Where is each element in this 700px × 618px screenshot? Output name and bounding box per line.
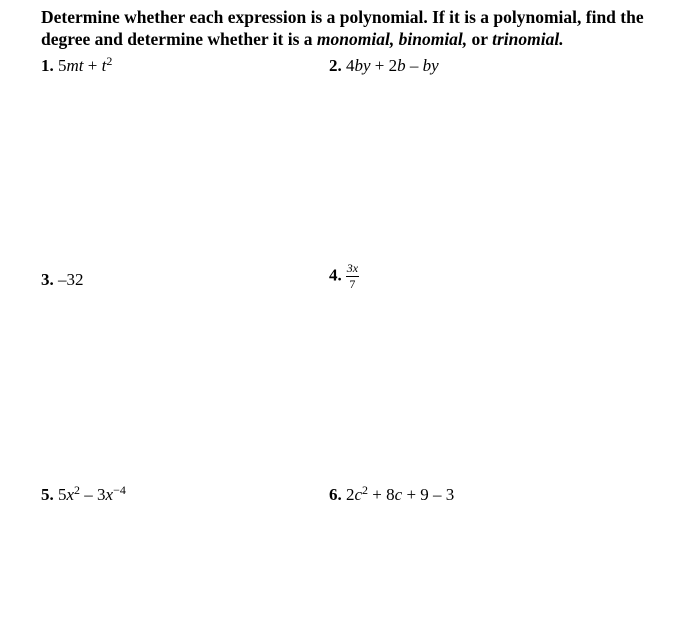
fraction	[346, 262, 359, 291]
problem-number: 1.	[41, 56, 54, 75]
expression	[58, 485, 126, 504]
var: by	[354, 56, 371, 75]
var: x	[105, 485, 114, 504]
problem-1	[41, 55, 112, 77]
exponent: 2	[362, 483, 369, 497]
coef: 5	[58, 485, 67, 504]
problem-number: 5.	[41, 485, 54, 504]
term-monomial: monomial,	[316, 29, 395, 49]
problem-5	[41, 484, 126, 506]
expression: –32	[58, 270, 84, 289]
op: – 3	[80, 485, 106, 504]
expression	[58, 56, 112, 75]
problem-number: 6.	[329, 485, 342, 504]
exponent: 2	[106, 54, 113, 68]
problem-4	[329, 262, 359, 291]
var: t	[101, 56, 107, 75]
instructions-text: Determine whether each expression is a polynomial. If it is a polynomial, find the degree and determine whether it is a	[41, 7, 644, 49]
exponent: 2	[74, 483, 81, 497]
op: + 8	[368, 485, 395, 504]
coef: 5	[58, 56, 67, 75]
expression	[346, 485, 454, 504]
exponent: −4	[113, 483, 126, 497]
problem-2	[329, 55, 439, 77]
fraction-denominator: 7	[349, 277, 356, 291]
problem-number: 4.	[329, 265, 342, 285]
problem-number: 2.	[329, 56, 342, 75]
var: by	[422, 56, 439, 75]
coef: 2	[346, 485, 355, 504]
var: mt	[66, 56, 84, 75]
problem-3	[41, 269, 84, 291]
problem-6	[329, 484, 454, 506]
var: c	[394, 485, 403, 504]
var: b	[397, 56, 406, 75]
or-text: or	[467, 29, 493, 49]
expression	[346, 56, 439, 75]
var: x	[66, 485, 75, 504]
problem-number: 3.	[41, 270, 54, 289]
instructions	[41, 6, 661, 50]
var: c	[354, 485, 363, 504]
op: –	[405, 56, 423, 75]
op: + 9 – 3	[402, 485, 455, 504]
coef: 4	[346, 56, 355, 75]
term-trinomial: trinomial.	[492, 29, 564, 49]
op: +	[83, 56, 102, 75]
term-binomial: binomial,	[398, 29, 468, 49]
op: + 2	[370, 56, 398, 75]
fraction-numerator: 3x	[346, 261, 359, 275]
